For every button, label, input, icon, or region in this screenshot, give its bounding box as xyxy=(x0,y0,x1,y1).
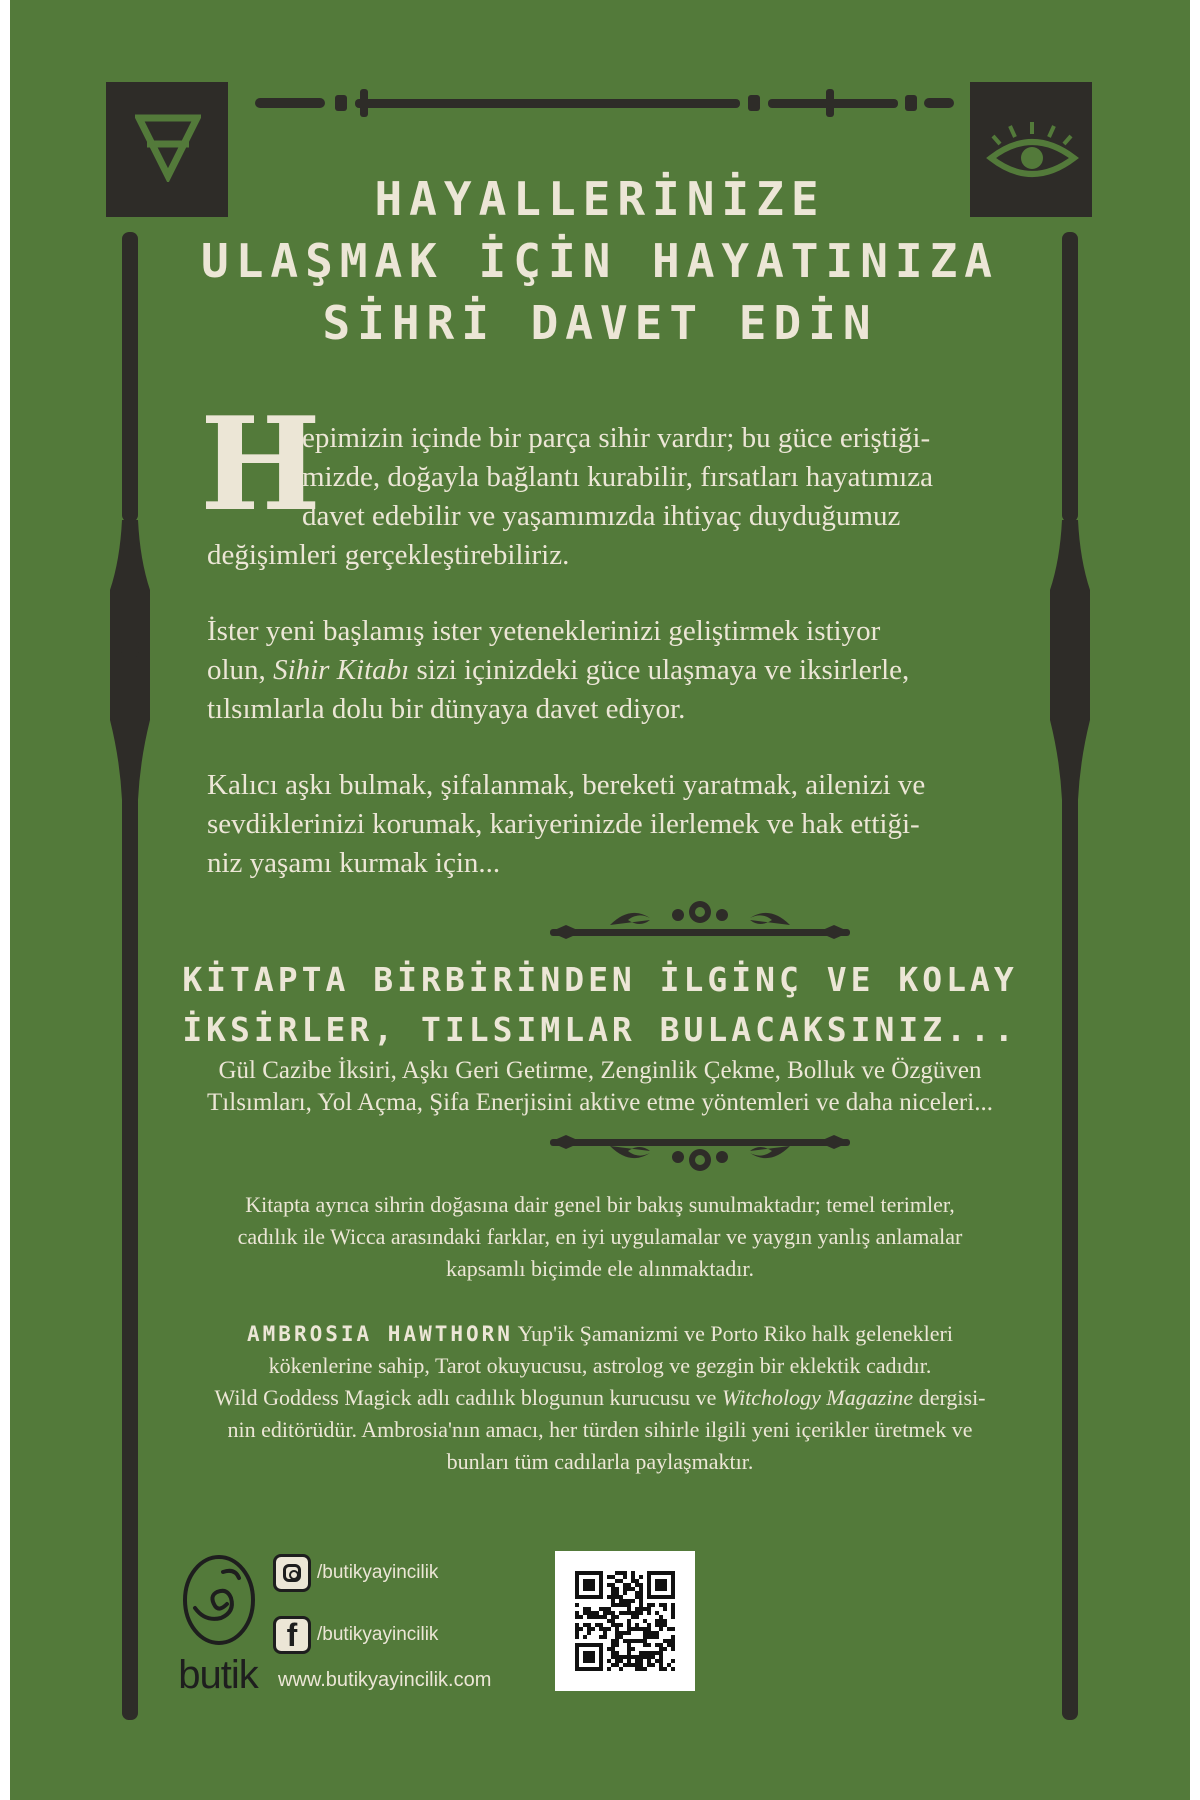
author-bio xyxy=(160,1318,1040,1478)
paragraph-2 xyxy=(207,612,1047,729)
text: olun, xyxy=(207,654,274,686)
book-back-cover xyxy=(10,0,1190,1800)
text: sizi içinizdeki güce ulaşmaya ve iksirlerle, xyxy=(409,654,910,686)
paragraph-line: değişimleri gerçekleştirebiliriz. xyxy=(207,539,570,571)
subheading-line: İKSİRLER, TILSIMLAR BULACAKSINIZ... xyxy=(182,1010,1018,1049)
subheading-line: KİTAPTA BİRBİRİNDEN İLGİNÇ VE KOLAY xyxy=(182,960,1018,999)
text: Yup'ik Şamanizmi ve Porto Riko halk gelenekleri xyxy=(512,1321,953,1346)
text: Wild Goddess Magick adlı cadılık blogunun kurucusu ve xyxy=(214,1385,722,1410)
drop-cap: H xyxy=(200,390,321,540)
intro-paragraph xyxy=(207,419,1047,575)
headline-line: ULAŞMAK İÇİN HAYATINIZA xyxy=(201,234,999,288)
paragraph-line: Kitapta ayrıca sihrin doğasına dair genel bir bakış sunulmaktadır; temel terimler, xyxy=(245,1192,955,1217)
publisher-name: butik xyxy=(178,1653,258,1697)
paragraph-line: Kalıcı aşkı bulmak, şifalanmak, bereketi yaratmak, ailenizi ve xyxy=(207,769,926,801)
paragraph-line: epimizin içinde bir parça sihir vardır; bu güce eriştiği- xyxy=(302,422,931,454)
paragraph-line: mizde, doğayla bağlantı kurabilir, fırsatları hayatımıza xyxy=(302,461,933,493)
items-line: Gül Cazibe İksiri, Aşkı Geri Getirme, Zenginlik Çekme, Bolluk ve Özgüven xyxy=(218,1057,982,1084)
author-name: AMBROSIA HAWTHORN xyxy=(247,1322,513,1346)
magazine-title: Witchology Magazine xyxy=(721,1385,914,1410)
instagram-link[interactable] xyxy=(273,1554,438,1592)
paragraph-line: kökenlerine sahip, Tarot okuyucusu, astrolog ve gezgin bir eklektik cadıdır. xyxy=(268,1353,932,1378)
paragraph-line: sevdiklerinizi korumak, kariyerinizde ilerlemek ve hak ettiği- xyxy=(207,808,920,840)
headline-line: HAYALLERİNİZE xyxy=(374,172,826,226)
facebook-link[interactable] xyxy=(273,1616,438,1654)
instagram-handle: /butikyayincilik xyxy=(317,1562,439,1583)
paragraph-line xyxy=(160,1382,1040,1414)
items-line: Tılsımları, Yol Açma, Şifa Enerjisini aktive etme yöntemleri ve daha niceleri... xyxy=(207,1089,993,1116)
instagram-icon xyxy=(273,1554,311,1592)
paragraph-line: nin editörüdür. Ambrosia'nın amacı, her türden sihirle ilgili yeni içerikler üretmek ve xyxy=(227,1417,973,1442)
paragraph-line xyxy=(160,1318,1040,1350)
paragraph-line: bunları tüm cadılarla paylaşmaktır. xyxy=(446,1449,754,1474)
paragraph-line: davet edebilir ve yaşamımızda ihtiyaç duyduğumuz xyxy=(302,500,901,532)
facebook-handle: /butikyayincilik xyxy=(317,1624,439,1645)
paragraph-line: kapsamlı biçimde ele alınmaktadır. xyxy=(446,1256,754,1281)
facebook-icon: f xyxy=(273,1616,311,1654)
overview-paragraph xyxy=(160,1189,1040,1285)
items-list xyxy=(160,1055,1040,1119)
paragraph-line: İster yeni başlamış ister yeteneklerinizi geliştirmek istiyor xyxy=(207,615,881,647)
paragraph-3 xyxy=(207,766,1047,883)
paragraph-line xyxy=(207,651,1047,690)
paragraph-line: niz yaşamı kurmak için... xyxy=(207,847,501,879)
website-link[interactable]: www.butikyayincilik.com xyxy=(278,1669,492,1691)
headline-line: SİHRİ DAVET EDİN xyxy=(322,296,878,350)
paragraph-line: tılsımlarla dolu bir dünyaya davet ediyor. xyxy=(207,693,686,725)
paragraph-line: cadılık ile Wicca arasındaki farklar, en iyi uygulamalar ve yaygın yanlış anlamalar xyxy=(237,1224,963,1249)
qr-code-pattern xyxy=(555,1551,695,1691)
subheading xyxy=(160,955,1040,1055)
book-title: Sihir Kitabı xyxy=(273,654,410,686)
qr-code[interactable] xyxy=(555,1551,695,1691)
text: dergisi- xyxy=(913,1385,986,1410)
headline xyxy=(160,168,1040,354)
